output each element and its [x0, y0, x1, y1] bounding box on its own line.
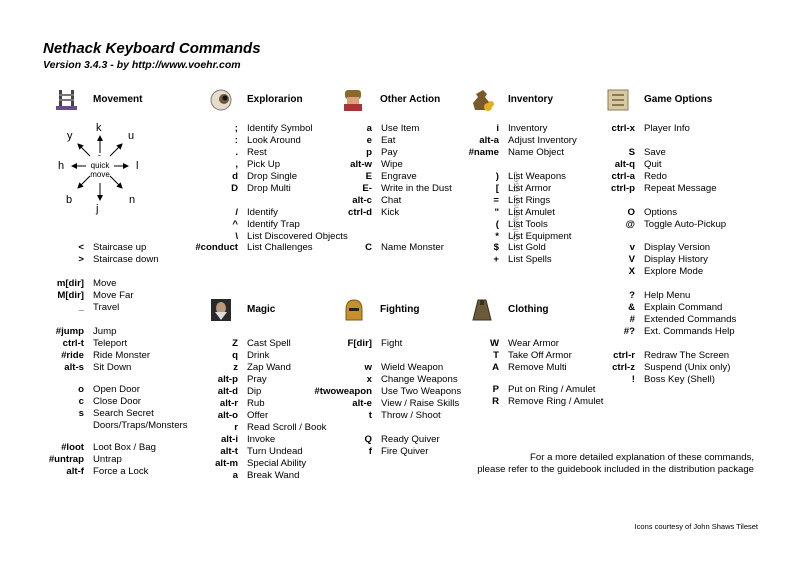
command-key: #conduct: [195, 242, 238, 253]
command-description: Display History: [644, 254, 708, 265]
command-key: D: [231, 183, 238, 194]
command-description: Wield Weapon: [381, 362, 444, 373]
command-description: Travel: [93, 302, 120, 313]
eyeball-icon: [208, 88, 234, 112]
command-description: Write in the Dust: [381, 183, 452, 194]
command-key: alt-r: [219, 398, 238, 409]
command-description: Extended Commands: [644, 314, 737, 325]
command-description: Boss Key (Shell): [644, 374, 715, 385]
guidebook-note-line2: please refer to the guidebook included in the distribution package: [477, 464, 754, 475]
command-description: Remove Ring / Amulet: [508, 396, 604, 407]
command-key: =: [493, 195, 499, 206]
command-description: Read Scroll / Book: [247, 422, 327, 433]
command-description: Throw / Shoot: [381, 410, 441, 421]
command-key: z: [233, 362, 238, 373]
command-description: List Spells: [508, 254, 552, 265]
command-key: @: [625, 219, 635, 230]
command-description: Sit Down: [93, 362, 132, 373]
command-description: Ready Quiver: [381, 434, 440, 445]
command-description: Put on Ring / Amulet: [508, 384, 596, 395]
command-key: <: [78, 242, 84, 253]
command-description: List Weapons: [508, 171, 566, 182]
icons-credit: Icons courtesy of John Shaws Tileset: [634, 522, 758, 531]
command-description: Use Two Weapons: [381, 386, 462, 397]
compass-h: h: [58, 160, 65, 172]
section-title: Clothing: [508, 304, 549, 315]
command-key: E-: [362, 183, 372, 194]
command-description: Inventory: [508, 123, 548, 134]
command-key: ^: [232, 219, 238, 230]
command-description: Redraw The Screen: [644, 350, 730, 361]
command-key: c: [78, 396, 84, 407]
command-key: #untrap: [48, 454, 84, 465]
command-description: Toggle Auto-Pickup: [644, 219, 727, 230]
command-key: $: [493, 242, 499, 253]
command-key: q: [232, 350, 238, 361]
command-key: f: [368, 446, 372, 457]
command-key: *: [495, 231, 499, 242]
command-description: Pick Up: [247, 159, 281, 170]
command-key: alt-f: [66, 466, 84, 477]
command-key: i: [496, 123, 499, 134]
command-description: Drop Multi: [247, 183, 291, 194]
command-description: Adjust Inventory: [508, 135, 577, 146]
stepladder-icon: [54, 88, 80, 112]
command-description: Fight: [381, 338, 403, 349]
command-key: ctrl-t: [62, 338, 84, 349]
command-key: a: [232, 470, 238, 481]
command-description: Turn Undead: [247, 446, 303, 457]
command-description: List Discovered Objects: [247, 231, 348, 242]
section-title: Fighting: [380, 304, 420, 315]
command-key: T: [493, 350, 499, 361]
command-description: Repeat Message: [644, 183, 717, 194]
command-description: List Armor: [508, 183, 552, 194]
command-key: m[dir]: [56, 278, 84, 289]
command-key: P: [492, 384, 499, 395]
command-description: Staircase up: [93, 242, 147, 253]
command-description: Drop Single: [247, 171, 298, 182]
command-description: Save: [644, 147, 666, 158]
helmeted-hero-icon: [341, 88, 367, 112]
command-key: e: [366, 135, 372, 146]
command-description: Look Around: [247, 135, 301, 146]
command-description: Name Monster: [381, 242, 444, 253]
section-title: Magic: [247, 304, 276, 315]
command-description: Pray: [247, 374, 267, 385]
command-description: List Tools: [508, 219, 548, 230]
command-key: alt-q: [614, 159, 635, 170]
command-key: v: [629, 242, 635, 253]
command-key: +: [493, 254, 499, 265]
command-key: alt-a: [479, 135, 499, 146]
command-description: Engrave: [381, 171, 417, 182]
command-description: Name Object: [508, 147, 564, 158]
command-description: Ride Monster: [93, 350, 151, 361]
command-key: alt-d: [217, 386, 238, 397]
compass-k: k: [96, 122, 102, 134]
command-key: E: [365, 171, 372, 182]
command-key: X: [628, 266, 635, 277]
command-key: ctrl-a: [611, 171, 635, 182]
command-key: .: [235, 147, 238, 158]
command-description: Jump: [93, 326, 117, 337]
command-key: W: [489, 338, 499, 349]
command-description: Doors/Traps/Monsters: [93, 420, 188, 431]
command-key: alt-p: [217, 374, 238, 385]
command-key: a: [366, 123, 372, 134]
command-key: alt-o: [217, 410, 238, 421]
command-description: Drink: [247, 350, 270, 361]
command-description: Chat: [381, 195, 402, 206]
command-key: #twoweapon: [314, 386, 372, 397]
command-key: C: [365, 242, 372, 253]
command-key: ": [494, 207, 499, 218]
command-key: ctrl-d: [348, 207, 372, 218]
command-key: ctrl-r: [613, 350, 635, 361]
command-key: t: [368, 410, 372, 421]
guidebook-note: [477, 452, 754, 476]
command-description: Special Ability: [247, 458, 307, 469]
command-key: s: [78, 408, 84, 419]
command-description: List Equipment: [508, 231, 572, 242]
command-description: Help Menu: [644, 290, 691, 301]
command-description: Search Secret: [93, 408, 154, 419]
command-key: _: [78, 302, 84, 313]
command-description: Rest: [247, 147, 267, 158]
command-description: Suspend (Unix only): [644, 362, 731, 373]
compass-center-label: [82, 161, 118, 179]
command-key: r: [234, 422, 238, 433]
guidebook-note-line1: For a more detailed explanation of these commands,: [530, 452, 754, 463]
command-key: #jump: [55, 326, 84, 337]
compass-j: j: [96, 203, 99, 215]
command-key: (: [495, 219, 499, 230]
command-description: List Amulet: [508, 207, 555, 218]
command-key: ,: [235, 159, 238, 170]
command-key: #ride: [61, 350, 84, 361]
command-key: d: [232, 171, 238, 182]
movement-compass: [50, 118, 150, 218]
command-description: Move: [93, 278, 117, 289]
command-key: ctrl-p: [611, 183, 635, 194]
command-key: alt-t: [220, 446, 238, 457]
command-description: Change Weapons: [381, 374, 458, 385]
command-key: Z: [232, 338, 238, 349]
command-description: Fire Quiver: [381, 446, 429, 457]
command-key: &: [628, 302, 635, 313]
command-description: Staircase down: [93, 254, 159, 265]
command-key: w: [364, 362, 372, 373]
command-key: ?: [629, 290, 635, 301]
command-key: #?: [623, 326, 635, 337]
command-key: M[dir]: [57, 290, 84, 301]
command-description: Take Off Armor: [508, 350, 572, 361]
command-description: Explore Mode: [644, 266, 704, 277]
command-description: Kick: [381, 207, 400, 218]
command-description: Wear Armor: [508, 338, 559, 349]
command-description: Dip: [247, 386, 262, 397]
command-description: Zap Wand: [247, 362, 291, 373]
command-key: ): [495, 171, 499, 182]
command-key: ;: [234, 123, 238, 134]
compass-n: n: [129, 194, 136, 206]
command-description: Force a Lock: [93, 466, 149, 477]
compass-u: u: [128, 130, 135, 142]
command-description: Identify Symbol: [247, 123, 313, 134]
wizard-portrait-icon: [208, 298, 234, 322]
section-title: Inventory: [508, 94, 554, 105]
command-description: Display Version: [644, 242, 711, 253]
move-label: move: [90, 170, 110, 179]
command-description: Ext. Commands Help: [644, 326, 735, 337]
gold-bag-icon: [469, 88, 495, 112]
command-key: O: [627, 207, 635, 218]
command-key: alt-s: [64, 362, 84, 373]
command-description: List Challenges: [247, 242, 313, 253]
command-key: :: [234, 135, 238, 146]
command-description: Use Item: [381, 123, 420, 134]
command-key: #loot: [61, 442, 84, 453]
command-key: #name: [468, 147, 499, 158]
command-key: V: [628, 254, 635, 265]
command-description: List Rings: [508, 195, 551, 206]
command-description: Eat: [381, 135, 396, 146]
command-description: Loot Box / Bag: [93, 442, 156, 453]
command-key: alt-c: [352, 195, 372, 206]
command-key: alt-e: [352, 398, 372, 409]
quick-label: quick: [90, 161, 110, 170]
command-key: ctrl-x: [611, 123, 635, 134]
command-description: Rub: [247, 398, 265, 409]
command-description: Cast Spell: [247, 338, 291, 349]
command-key: p: [366, 147, 372, 158]
command-description: Player Info: [644, 123, 690, 134]
command-key: A: [492, 362, 499, 373]
command-description: Break Wand: [247, 470, 300, 481]
section-title: Movement: [93, 94, 143, 105]
command-description: Invoke: [247, 434, 276, 445]
scroll-map-icon: [605, 88, 631, 112]
command-description: Teleport: [93, 338, 128, 349]
command-key: x: [366, 374, 372, 385]
command-key: F[dir]: [347, 338, 372, 349]
only-items-in-use-note: < Only Items in Use >: [511, 171, 521, 248]
command-description: Open Door: [93, 384, 140, 395]
compass-y: y: [67, 130, 73, 142]
command-description: Pay: [381, 147, 398, 158]
command-description: Redo: [644, 171, 667, 182]
section-title: Game Options: [644, 94, 713, 105]
command-key: ctrl-z: [612, 362, 635, 373]
cloak-icon: [469, 298, 495, 322]
page-title: Nethack Keyboard Commands: [43, 40, 261, 57]
command-description: Options: [644, 207, 678, 218]
command-key: S: [628, 147, 635, 158]
section-title: Explorarion: [247, 94, 303, 105]
command-key: o: [78, 384, 84, 395]
command-key: alt-m: [215, 458, 238, 469]
command-key: #: [629, 314, 635, 325]
command-description: Quit: [644, 159, 662, 170]
command-description: Close Door: [93, 396, 141, 407]
command-key: alt-w: [350, 159, 372, 170]
page-subtitle: Version 3.4.3 - by http://www.voehr.com: [43, 59, 241, 71]
command-description: Identify: [247, 207, 278, 218]
knight-helmet-icon: [341, 298, 367, 322]
command-description: Remove Multi: [508, 362, 567, 373]
command-key: >: [78, 254, 84, 265]
command-description: Explain Command: [644, 302, 723, 313]
command-key: /: [235, 207, 238, 218]
command-key: Q: [364, 434, 372, 445]
command-key: alt-i: [220, 434, 238, 445]
command-description: Untrap: [93, 454, 122, 465]
compass-b: b: [66, 194, 73, 206]
command-description: Identify Trap: [247, 219, 300, 230]
section-title: Other Action: [380, 94, 441, 105]
command-description: Wipe: [381, 159, 403, 170]
command-key: !: [631, 374, 635, 385]
command-description: Move Far: [93, 290, 134, 301]
compass-l: l: [136, 160, 139, 172]
command-key: R: [492, 396, 499, 407]
command-description: Offer: [247, 410, 269, 421]
command-description: View / Raise Skills: [381, 398, 460, 409]
command-key: [: [495, 183, 499, 194]
compass-dot: -: [98, 150, 101, 160]
command-description: List Gold: [508, 242, 546, 253]
command-key: \: [235, 231, 238, 242]
